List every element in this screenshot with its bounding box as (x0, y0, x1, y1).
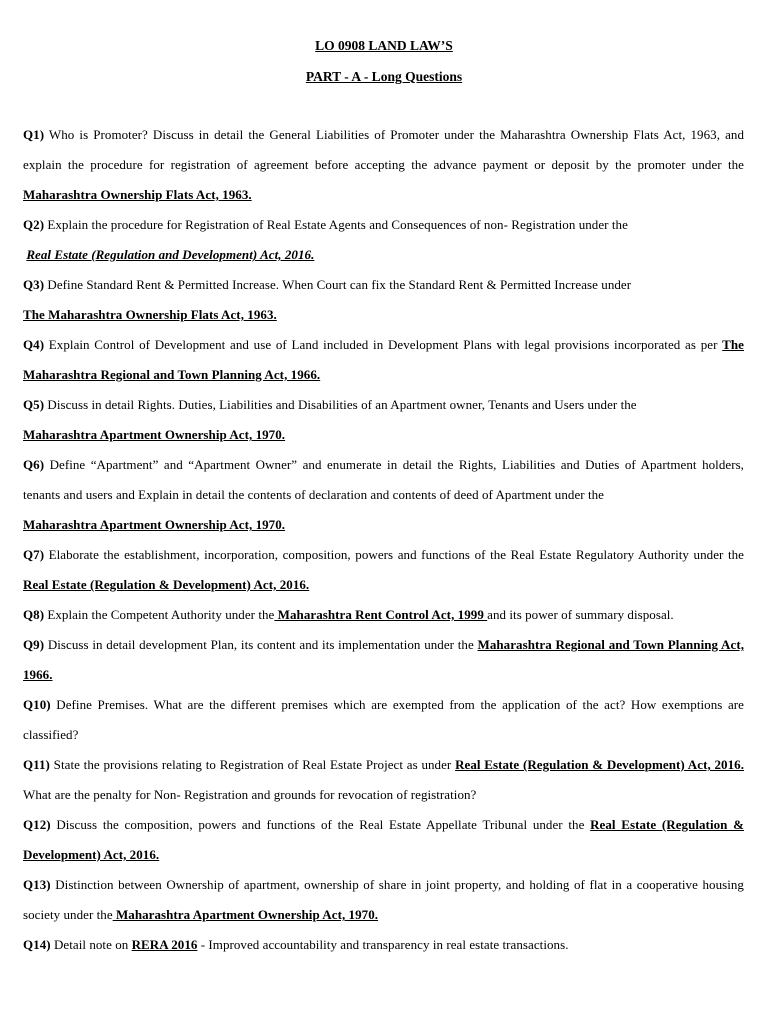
question-list (23, 120, 744, 960)
act-reference: Real Estate (Regulation and Development) Act, 2016. (26, 247, 315, 262)
question-text: Discuss in detail Rights. Duties, Liabilities and Disabilities of an Apartment owner, Tenants and Users under the (44, 397, 637, 412)
question-number: Q3) (23, 277, 45, 292)
question-text: Define Standard Rent & Permitted Increase. When Court can fix the Standard Rent & Permitted Increase under (44, 277, 632, 292)
question-text: Define “Apartment” and “Apartment Owner” and enumerate in detail the Rights, Liabilities and Duties of Apartment holders, tenants and users and Explain in detail the contents of declaration and contents of deed of Apartment under the (23, 457, 744, 502)
question-number: Q11) (23, 757, 50, 772)
question-text: Who is Promoter? Discuss in detail the General Liabilities of Promoter under the Maharashtra Ownership Flats Act, 1963, and explain the procedure for registration of agreement before accepting the advance payment or deposit by the promoter under the (23, 127, 744, 172)
question-number: Q5) (23, 397, 45, 412)
question-3 (23, 270, 744, 330)
question-number: Q10) (23, 697, 51, 712)
question-text: Explain the procedure for Registration of Real Estate Agents and Consequences of non- Registration under the (44, 217, 628, 232)
act-reference: The Maharashtra Ownership Flats Act, 1963. (23, 307, 277, 322)
question-text: Explain Control of Development and use of Land included in Development Plans with legal provisions incorporated as per (44, 337, 723, 352)
question-number: Q13) (23, 877, 51, 892)
question-8 (23, 600, 744, 630)
question-text: Discuss in detail development Plan, its content and its implementation under the (44, 637, 478, 652)
question-text: State the provisions relating to Registration of Real Estate Project as under (49, 757, 456, 772)
question-9 (23, 630, 744, 690)
question-13 (23, 870, 744, 930)
question-2 (23, 210, 744, 270)
question-number: Q7) (23, 547, 45, 562)
document-subtitle: PART - A - Long Questions (305, 69, 463, 84)
act-reference: Maharashtra Apartment Ownership Act, 1970. (112, 907, 379, 922)
act-reference: Maharashtra Apartment Ownership Act, 1970. (23, 427, 286, 442)
question-number: Q1) (23, 127, 45, 142)
question-text: Detail note on (50, 937, 132, 952)
question-number: Q9) (23, 637, 45, 652)
act-reference: Real Estate (Regulation & Development) Act, 2016. (455, 757, 744, 772)
act-reference: Real Estate (Regulation & Development) Act, 2016. (23, 577, 310, 592)
question-11 (23, 750, 744, 810)
act-reference: Maharashtra Apartment Ownership Act, 1970. (23, 517, 286, 532)
question-number: Q2) (23, 217, 45, 232)
question-text-continued: and its power of summary disposal. (487, 607, 674, 622)
question-number: Q12) (23, 817, 51, 832)
question-text: Define Premises. What are the different premises which are exempted from the application of the act? How exemptions are classified? (23, 697, 744, 742)
question-4 (23, 330, 744, 390)
act-reference: The Maharashtra Regional and Town Planning Act, 1966. (23, 337, 744, 382)
question-7 (23, 540, 744, 600)
question-text-continued: - Improved accountability and transparency in real estate transactions. (197, 937, 569, 952)
question-number: Q4) (23, 337, 45, 352)
act-reference: RERA 2016 (131, 937, 198, 952)
document-title: LO 0908 LAND LAW’S (315, 38, 453, 53)
question-text: Elaborate the establishment, incorporation, composition, powers and functions of the Real Estate Regulatory Authority under the (44, 547, 744, 562)
question-5 (23, 390, 744, 450)
question-6 (23, 450, 744, 540)
question-12 (23, 810, 744, 870)
question-text: Discuss the composition, powers and functions of the Real Estate Appellate Tribunal under the (50, 817, 591, 832)
question-text-continued: What are the penalty for Non- Registration and grounds for revocation of registration? (23, 787, 477, 802)
act-reference: Real Estate (Regulation & Development) Act, 2016. (23, 817, 744, 862)
question-number: Q6) (23, 457, 45, 472)
question-14 (23, 930, 744, 960)
act-reference: Maharashtra Ownership Flats Act, 1963. (23, 187, 252, 202)
act-reference: Maharashtra Regional and Town Planning Act, 1966. (23, 637, 744, 682)
question-10 (23, 690, 744, 750)
act-reference: Maharashtra Rent Control Act, 1999 (274, 607, 488, 622)
question-number: Q8) (23, 607, 45, 622)
question-text: Explain the Competent Authority under the (44, 607, 275, 622)
question-1 (23, 120, 744, 210)
question-text: Distinction between Ownership of apartment, ownership of share in joint property, and holding of flat in a cooperative housing society under the (23, 877, 744, 922)
question-number: Q14) (23, 937, 51, 952)
